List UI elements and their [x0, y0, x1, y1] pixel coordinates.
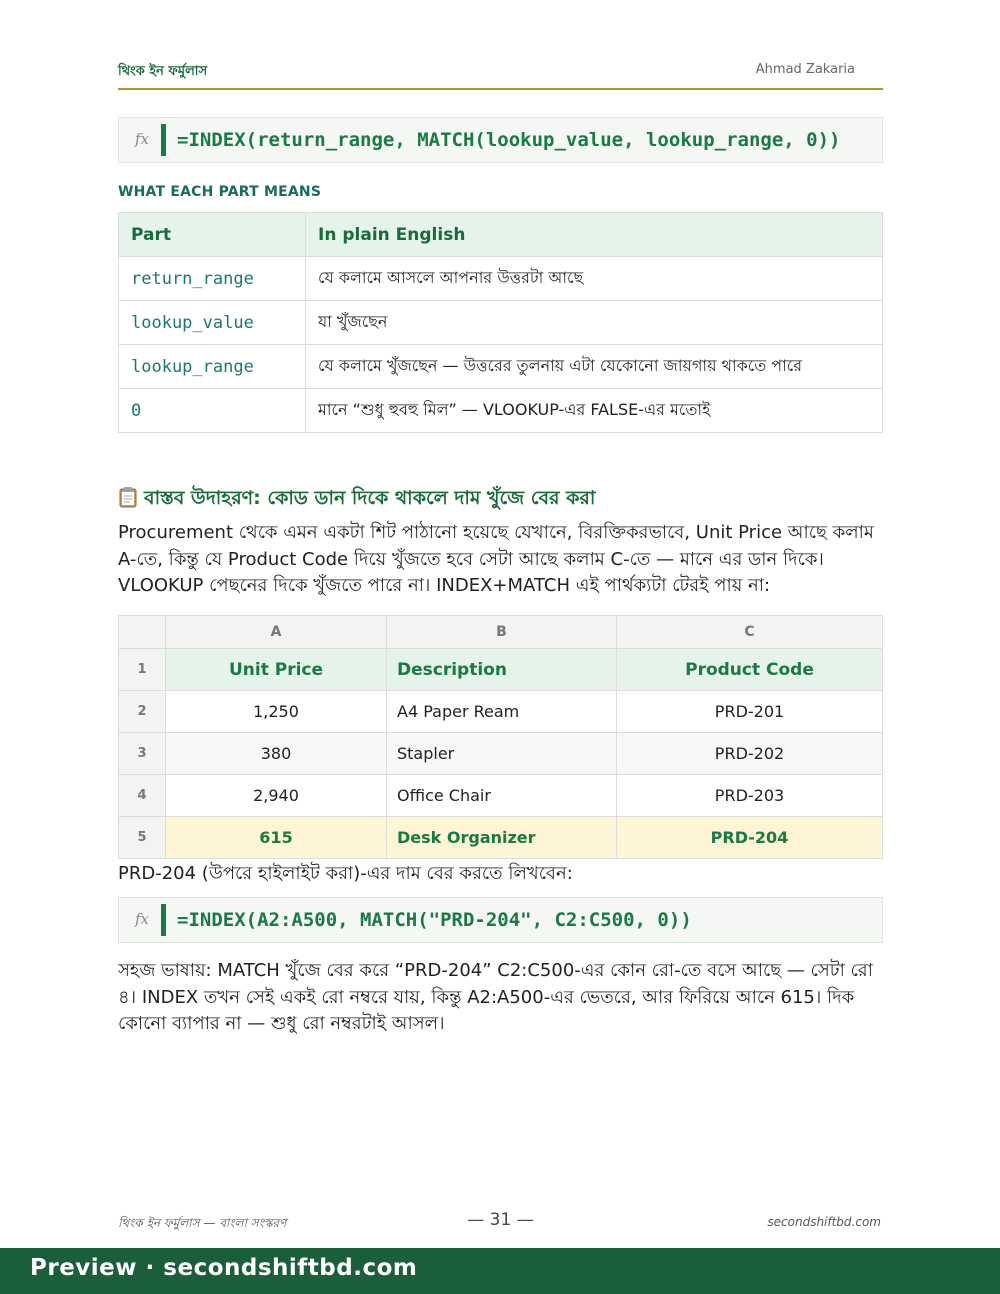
part-name: lookup_range	[119, 345, 306, 389]
example-heading	[118, 484, 595, 516]
cell-unit-price-header: Unit Price	[166, 649, 387, 691]
explanation-paragraph: সহজ ভাষায়: MATCH খুঁজে বের করে “PRD-204” C2:C500-এর কোন রো-তে বসে আছে — সেটা রো ৪। INDEX তখন সেই একই রো নম্বরে যায়, কিন্তু A2:A500-এর ভেতরে, আর ফিরিয়ে আনে 615। দিক কোনো ব্যাপার না — শুধু রো নম্বরটাই আসল।	[118, 960, 873, 1034]
cell-product-code: PRD-204	[617, 817, 883, 859]
cell-description: A4 Paper Ream	[387, 691, 617, 733]
cell-description: Stapler	[387, 733, 617, 775]
part-meaning: যে কলামে খুঁজছেন — উত্তরের তুলনায় এটা যেকোনো জায়গায় থাকতে পারে	[306, 345, 883, 389]
formula-accent-bar	[161, 124, 166, 156]
fx-icon: fx	[135, 130, 150, 148]
formula-bar-main	[118, 117, 883, 163]
row-number: 3	[119, 733, 166, 775]
corner-cell	[119, 616, 166, 649]
parts-table	[118, 212, 883, 433]
column-letter: A	[166, 616, 387, 649]
page-header	[118, 60, 883, 90]
formula-bar-example	[118, 897, 883, 943]
column-letters-row	[119, 616, 883, 649]
part-name: lookup_value	[119, 301, 306, 345]
sheet-header-row	[119, 649, 883, 691]
column-header-meaning: In plain English	[306, 213, 883, 257]
footer-book-edition: থিংক ইন ফর্মুলাস — বাংলা সংস্করণ	[118, 1216, 287, 1230]
part-name: return_range	[119, 257, 306, 301]
lookup-instruction: PRD-204 (উপরে হাইলাইট করা)-এর দাম বের করতে লিখবেন:	[118, 863, 573, 884]
formula-accent-bar	[161, 904, 166, 936]
cell-description: Office Chair	[387, 775, 617, 817]
preview-banner	[0, 1248, 1000, 1294]
highlighted-row	[119, 817, 883, 859]
row-number: 5	[119, 817, 166, 859]
footer-website: secondshiftbd.com	[767, 1215, 881, 1229]
page-footer	[118, 1210, 883, 1234]
header-book-title: থিংক ইন ফর্মুলাস	[118, 64, 208, 79]
row-number: 2	[119, 691, 166, 733]
formula-code: =INDEX(A2:A500, MATCH("PRD-204", C2:C500, 0))	[177, 909, 692, 931]
clipboard-icon	[118, 486, 138, 508]
example-title: বাস্তব উদাহরণ: কোড ডান দিকে থাকলে দাম খুঁজে বের করা	[144, 487, 596, 509]
cell-unit-price: 380	[166, 733, 387, 775]
table-row	[119, 301, 883, 345]
column-header-part: Part	[119, 213, 306, 257]
part-meaning: মানে “শুধু হুবহু মিল” — VLOOKUP-এর FALSE-এর মতোই	[306, 389, 883, 433]
page-number: — 31 —	[467, 1210, 534, 1230]
table-row	[119, 389, 883, 433]
cell-unit-price: 2,940	[166, 775, 387, 817]
part-meaning: যে কলামে আসলে আপনার উত্তরটা আছে	[306, 257, 883, 301]
cell-product-code: PRD-203	[617, 775, 883, 817]
fx-icon: fx	[135, 910, 150, 928]
table-row	[119, 257, 883, 301]
table-row	[119, 345, 883, 389]
column-letter: B	[387, 616, 617, 649]
cell-product-code-header: Product Code	[617, 649, 883, 691]
part-meaning: যা খুঁজছেন	[306, 301, 883, 345]
formula-code: =INDEX(return_range, MATCH(lookup_value, lookup_range, 0))	[177, 129, 841, 151]
cell-unit-price: 615	[166, 817, 387, 859]
row-number: 1	[119, 649, 166, 691]
cell-product-code: PRD-201	[617, 691, 883, 733]
cell-description: Desk Organizer	[387, 817, 617, 859]
example-intro: Procurement থেকে এমন একটা শিট পাঠানো হয়েছে যেখানে, বিরক্তিকরভাবে, Unit Price আছে কলাম A-তে, কিন্তু যে Product Code দিয়ে খুঁজতে হবে সেটা আছে কলাম C-তে — মানে এর ডান দিকে। VLOOKUP পেছনের দিকে খুঁজতে পারে না। INDEX+MATCH এই পার্থক্যটা টেরই পায় না:	[118, 522, 874, 596]
part-name: 0	[119, 389, 306, 433]
cell-unit-price: 1,250	[166, 691, 387, 733]
spreadsheet-table	[118, 615, 883, 859]
table-row	[119, 733, 883, 775]
column-letter: C	[617, 616, 883, 649]
row-number: 4	[119, 775, 166, 817]
table-row	[119, 775, 883, 817]
header-author: Ahmad Zakaria	[755, 62, 855, 77]
cell-description-header: Description	[387, 649, 617, 691]
cell-product-code: PRD-202	[617, 733, 883, 775]
section-label: WHAT EACH PART MEANS	[118, 184, 322, 200]
table-header-row	[119, 213, 883, 257]
table-row	[119, 691, 883, 733]
preview-banner-text: Preview · secondshiftbd.com	[30, 1255, 418, 1281]
